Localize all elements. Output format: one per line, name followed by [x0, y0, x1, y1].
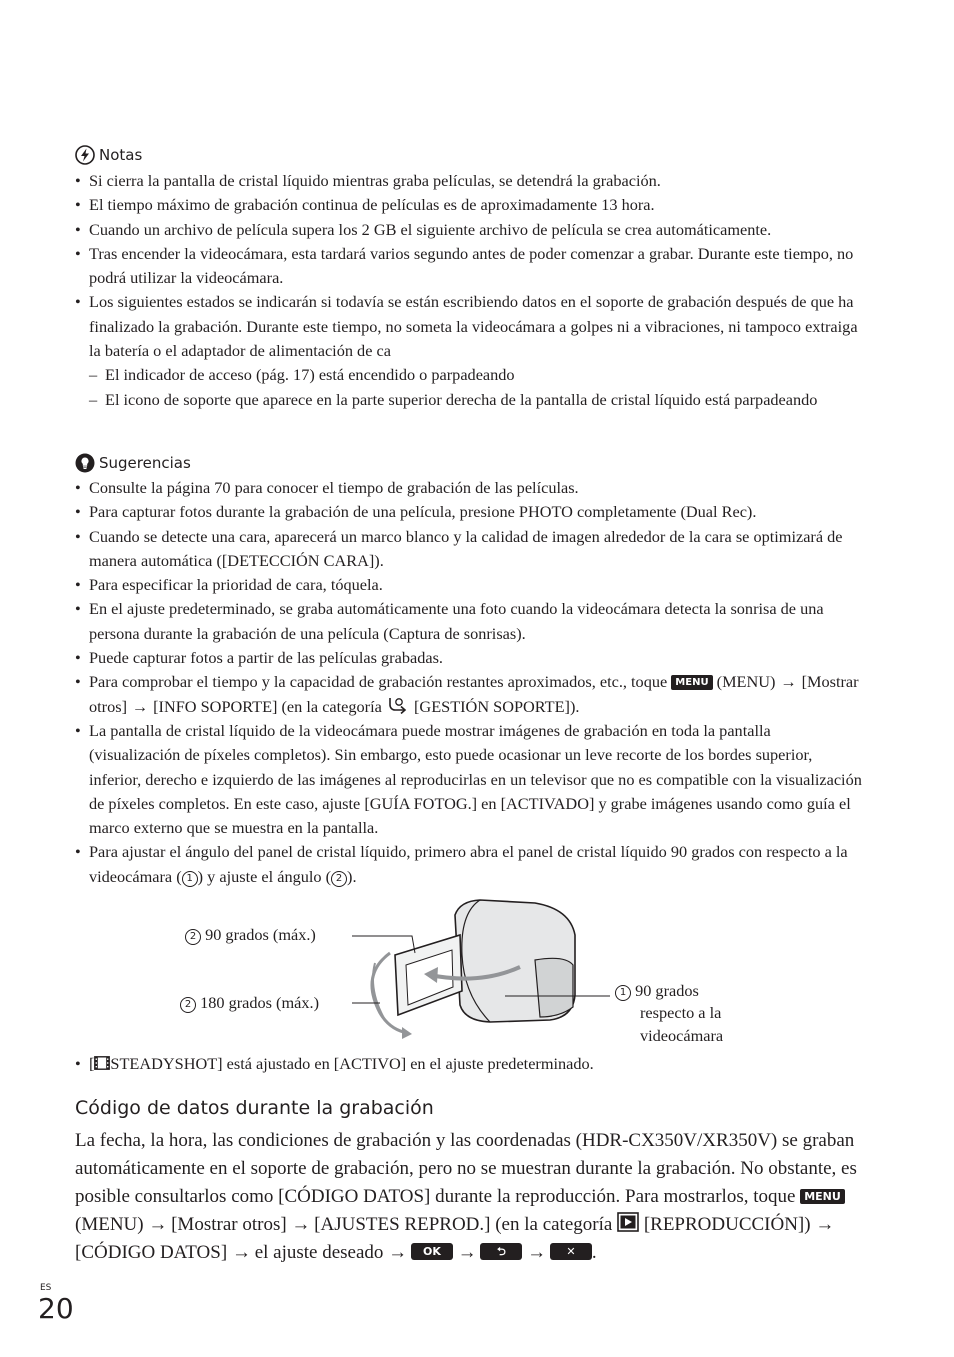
- list-item: • Cuando un archivo de película supera los 2 GB el siguiente archivo de película se crea automáticamente.: [75, 218, 865, 242]
- list-item: • El tiempo máximo de grabación continua de películas es de aproximadamente 13 hora.: [75, 193, 865, 217]
- close-key-icon: ✕: [550, 1243, 592, 1260]
- label-180-max: 2 180 grados (máx.): [180, 992, 319, 1014]
- arrow-right-icon: →: [291, 1214, 311, 1235]
- section-title: Código de datos durante la grabación: [75, 1097, 434, 1119]
- return-key-icon: ⮌: [480, 1243, 522, 1260]
- circled-number: 2: [331, 871, 347, 887]
- arrow-right-icon: →: [815, 1214, 835, 1235]
- circled-number: 2: [185, 929, 201, 945]
- notes-icon: [75, 145, 95, 165]
- circled-number: 1: [615, 985, 631, 1001]
- code-paragraph: La fecha, la hora, las condiciones de grabación y las coordenadas (HDR-CX350V/XR350V) se graban automáticamente en el soporte de grabación, pero no se muestran durante la grabación. No obstante, es posible consultarlos como [CÓDIGO DATOS] durante la reproducción. Para mostrarlos, toque MENU (MENU) → [Mostrar otros] → [AJUSTES REPROD.] (en la categoría [REPRODUCCIÓN]) → [CÓDIGO DATOS] → el ajuste deseado → OK → ⮌ → ✕ .: [75, 1127, 865, 1267]
- arrow-right-icon: →: [148, 1214, 168, 1235]
- media-manage-icon: [386, 696, 410, 714]
- list-item: • Consulte la página 70 para conocer el tiempo de grabación de las películas.: [75, 476, 865, 500]
- tips-list: [75, 476, 865, 889]
- arrow-right-icon: →: [527, 1242, 547, 1263]
- circled-number: 1: [182, 871, 198, 887]
- page-language: ES: [40, 1283, 52, 1293]
- arrow-right-icon: →: [457, 1242, 477, 1263]
- list-item-menu: • Para comprobar el tiempo y la capacidad de grabación restantes aproximados, etc., toque MENU (MENU) → [Mostrar otros] → [INFO SOPORTE] (en la categoría [GESTIÓN SOPORTE]).: [75, 670, 865, 719]
- list-item: • Si cierra la pantalla de cristal líquido mientras graba películas, se detendrá la grabación.: [75, 169, 865, 193]
- list-item: • Tras encender la videocámara, esta tardará varios segundo antes de poder comenzar a grabar. Durante este tiempo, no podrá utilizar la videocámara.: [75, 242, 865, 291]
- arrow-right-icon: →: [131, 696, 149, 716]
- arrow-right-icon: →: [231, 1242, 251, 1263]
- label-90-max: 2 90 grados (máx.): [185, 924, 316, 946]
- menu-key-icon: MENU: [671, 675, 712, 690]
- page-number: 20: [38, 1292, 74, 1325]
- ok-key-icon: OK: [411, 1243, 453, 1260]
- camcorder-diagram: [180, 895, 760, 1055]
- steady-list: [75, 1052, 865, 1076]
- sub-list-item: – El icono de soporte que aparece en la parte superior derecha de la pantalla de cristal líquido está parpadeando: [75, 388, 865, 412]
- list-item: • Los siguientes estados se indicarán si todavía se están escribiendo datos en el soporte de grabación después de que ha finalizado la grabación. Durante este tiempo, no someta la videocámara a golpes ni a vibraciones, ni tampoco extraiga la batería o el adaptador de alimentación de ca: [75, 290, 865, 363]
- label-90-camera: 1 90 grados: [615, 980, 699, 1002]
- list-item: • En el ajuste predeterminado, se graba automáticamente una foto cuando la videocámara detecta la sonrisa de una persona durante la grabación de una película (Captura de sonrisas).: [75, 597, 865, 646]
- label-90-camera-line2: respecto a la: [640, 1003, 722, 1022]
- list-item: • La pantalla de cristal líquido de la videocámara puede mostrar imágenes de grabación en toda la pantalla (visualización de píxeles completos). Sin embargo, esto puede ocasionar un leve recorte de los bordes superior, inferior, derecho e izquierdo de las imágenes al reproducirlas en un televisor que no es compatible con la visualización de píxeles completos. En este caso, ajuste [GUÍA FOTOG.] en [ACTIVADO] y grabe imágenes usando como guía el marco externo que se muestra en la pantalla.: [75, 719, 865, 840]
- tips-heading-text: Sugerencias: [99, 454, 191, 472]
- menu-key-icon: MENU: [800, 1189, 845, 1204]
- list-item-angle: • Para ajustar el ángulo del panel de cristal líquido, primero abra el panel de cristal líquido 90 grados con respecto a la videocámara ( 1 ) y ajuste el ángulo ( 2 ).: [75, 840, 865, 889]
- circled-number: 2: [180, 997, 196, 1013]
- list-item: • Para especificar la prioridad de cara, tóquela.: [75, 573, 865, 597]
- list-item: • Para capturar fotos durante la grabación de una película, presione PHOTO completamente (Dual Rec).: [75, 500, 865, 524]
- notes-heading-text: Notas: [99, 146, 143, 164]
- list-item: • Cuando se detecte una cara, aparecerá un marco blanco y la calidad de imagen alrededor de la cara se optimizará de manera automática ([DETECCIÓN CARA]).: [75, 525, 865, 574]
- film-icon: [94, 1056, 110, 1070]
- arrow-right-icon: →: [388, 1242, 408, 1263]
- playback-icon: [617, 1212, 639, 1232]
- notes-list: [75, 169, 865, 412]
- list-item: • Puede capturar fotos a partir de las películas grabadas.: [75, 646, 865, 670]
- label-90-camera-line3: videocámara: [640, 1026, 724, 1045]
- tips-heading: [75, 453, 191, 473]
- notes-heading: [75, 145, 142, 165]
- list-item-steadyshot: • [ STEADYSHOT] está ajustado en [ACTIVO] en el ajuste predeterminado.: [75, 1052, 865, 1076]
- sub-list-item: – El indicador de acceso (pág. 17) está encendido o parpadeando: [75, 363, 865, 387]
- arrow-right-icon: →: [780, 672, 797, 692]
- lightbulb-icon: [75, 453, 95, 473]
